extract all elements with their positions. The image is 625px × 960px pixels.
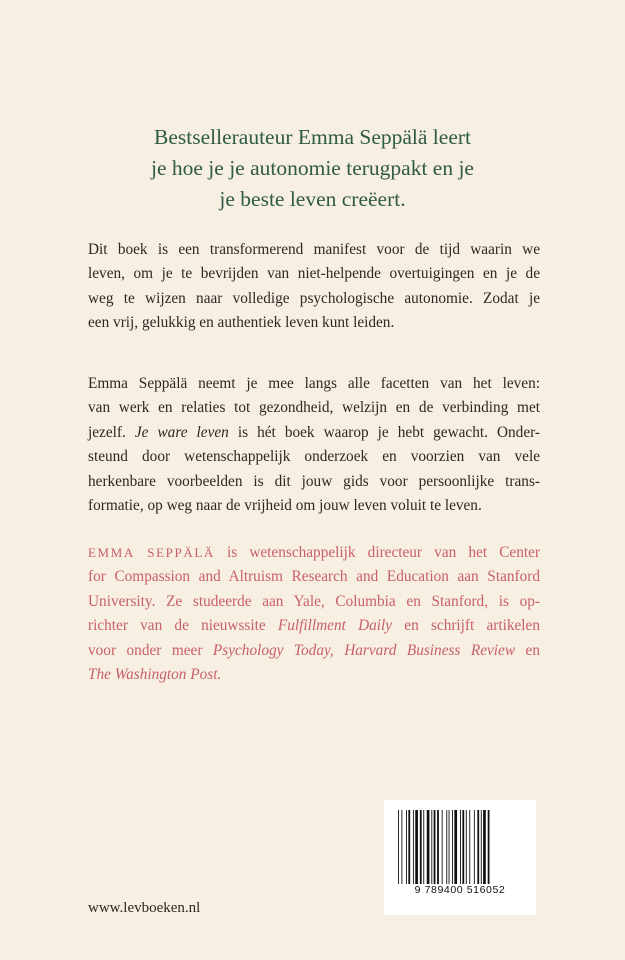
bio-line: [88, 639, 540, 663]
publisher-website: www.levboeken.nl: [88, 900, 201, 916]
barcode-bar: [462, 810, 464, 884]
paragraph-line: leven, om je te bevrijden van niet-helpende overtuigingen en je de: [88, 265, 540, 283]
book-title: Je ware leven: [134, 423, 229, 441]
bio-line: [88, 663, 540, 687]
barcode-bar: [446, 810, 447, 884]
barcode-bar: [420, 810, 422, 884]
text-segment: jezelf.: [88, 423, 135, 441]
barcode-bar: [427, 810, 430, 884]
barcode-bar: [481, 810, 482, 884]
paragraph-line: van werk en relaties tot gezondheid, welzijn en de verbinding met: [88, 399, 540, 417]
barcode-bar: [398, 810, 399, 884]
publication-title: Psychology Today, Harvard Business Review: [212, 641, 516, 659]
author-name: EMMA SEPPÄLÄ: [88, 545, 215, 560]
paragraph-line: herkenbare voorbeelden is dit jouw gids voor persoonlijke trans-: [88, 472, 540, 490]
tagline-line: Bestsellerauteur Emma Seppälä leert: [154, 125, 471, 149]
intro-paragraph: [88, 238, 540, 336]
tagline: [0, 122, 625, 215]
publication-title: The Washington Post.: [88, 666, 222, 684]
barcode-bar: [452, 810, 453, 884]
barcode-bar: [423, 810, 424, 884]
paragraph-line: formatie, op weg naar de vrijheid om jouw leven voluit te leven.: [88, 497, 482, 515]
barcode-bar: [466, 810, 467, 884]
barcode-bar: [413, 810, 414, 884]
author-bio: [88, 541, 540, 687]
isbn-number: 9 789400 516052: [414, 884, 506, 896]
paragraph-line: [88, 421, 540, 445]
barcode-bar: [406, 810, 407, 884]
paragraph-line: Emma Seppälä neemt je mee langs alle facetten van het leven:: [88, 375, 540, 392]
publication-title: Fulfillment Daily: [277, 617, 393, 635]
paragraph-line: een vrij, gelukkig en authentiek leven kunt leiden.: [88, 314, 395, 332]
text-segment: richter van de nieuwssite: [88, 617, 278, 635]
barcode-bar: [431, 810, 432, 884]
barcode-bar: [488, 810, 490, 884]
barcode-bar: [474, 810, 475, 884]
barcode-bar: [401, 810, 402, 884]
text-segment: en schrijft artikelen: [392, 617, 540, 635]
tagline-line: je hoe je je autonomie terugpakt en je: [151, 156, 474, 180]
barcode-bar: [454, 810, 457, 884]
barcode-bar: [460, 810, 461, 884]
barcode-bar: [437, 810, 439, 884]
tagline-line: je beste leven creëert.: [219, 187, 406, 211]
bio-line: for Compassion and Altruism Research and Education aan Stanford: [88, 568, 540, 586]
barcode-bar: [469, 810, 470, 884]
paragraph-line: weg te wijzen naar volledige psychologische autonomie. Zodat je: [88, 289, 540, 307]
barcode-bars: [398, 810, 522, 884]
paragraph-line: steund door wetenschappelijk onderzoek en voorzien van vele: [88, 448, 540, 466]
barcode-bar: [442, 810, 443, 884]
paragraph-line: Dit boek is een transformerend manifest voor de tijd waarin we: [88, 241, 540, 258]
bio-line: University. Ze studeerde aan Yale, Columbia en Stanford, is op-: [88, 592, 540, 610]
description-paragraph: [88, 372, 540, 518]
text-segment: is hét boek waarop je hebt gewacht. Onder-: [228, 423, 540, 441]
bio-line: [88, 614, 540, 638]
barcode-bar: [434, 810, 436, 884]
text-segment: voor onder meer: [88, 641, 213, 659]
barcode-bar: [449, 810, 450, 884]
text-segment: is wetenschappelijk directeur van het Center: [214, 544, 541, 561]
barcode-bar: [415, 810, 418, 884]
barcode-bar: [483, 810, 486, 884]
barcode-bar: [477, 810, 479, 884]
barcode-bar: [408, 810, 410, 884]
bio-line: [88, 541, 540, 565]
text-segment: en: [515, 641, 540, 659]
barcode: [384, 800, 536, 915]
